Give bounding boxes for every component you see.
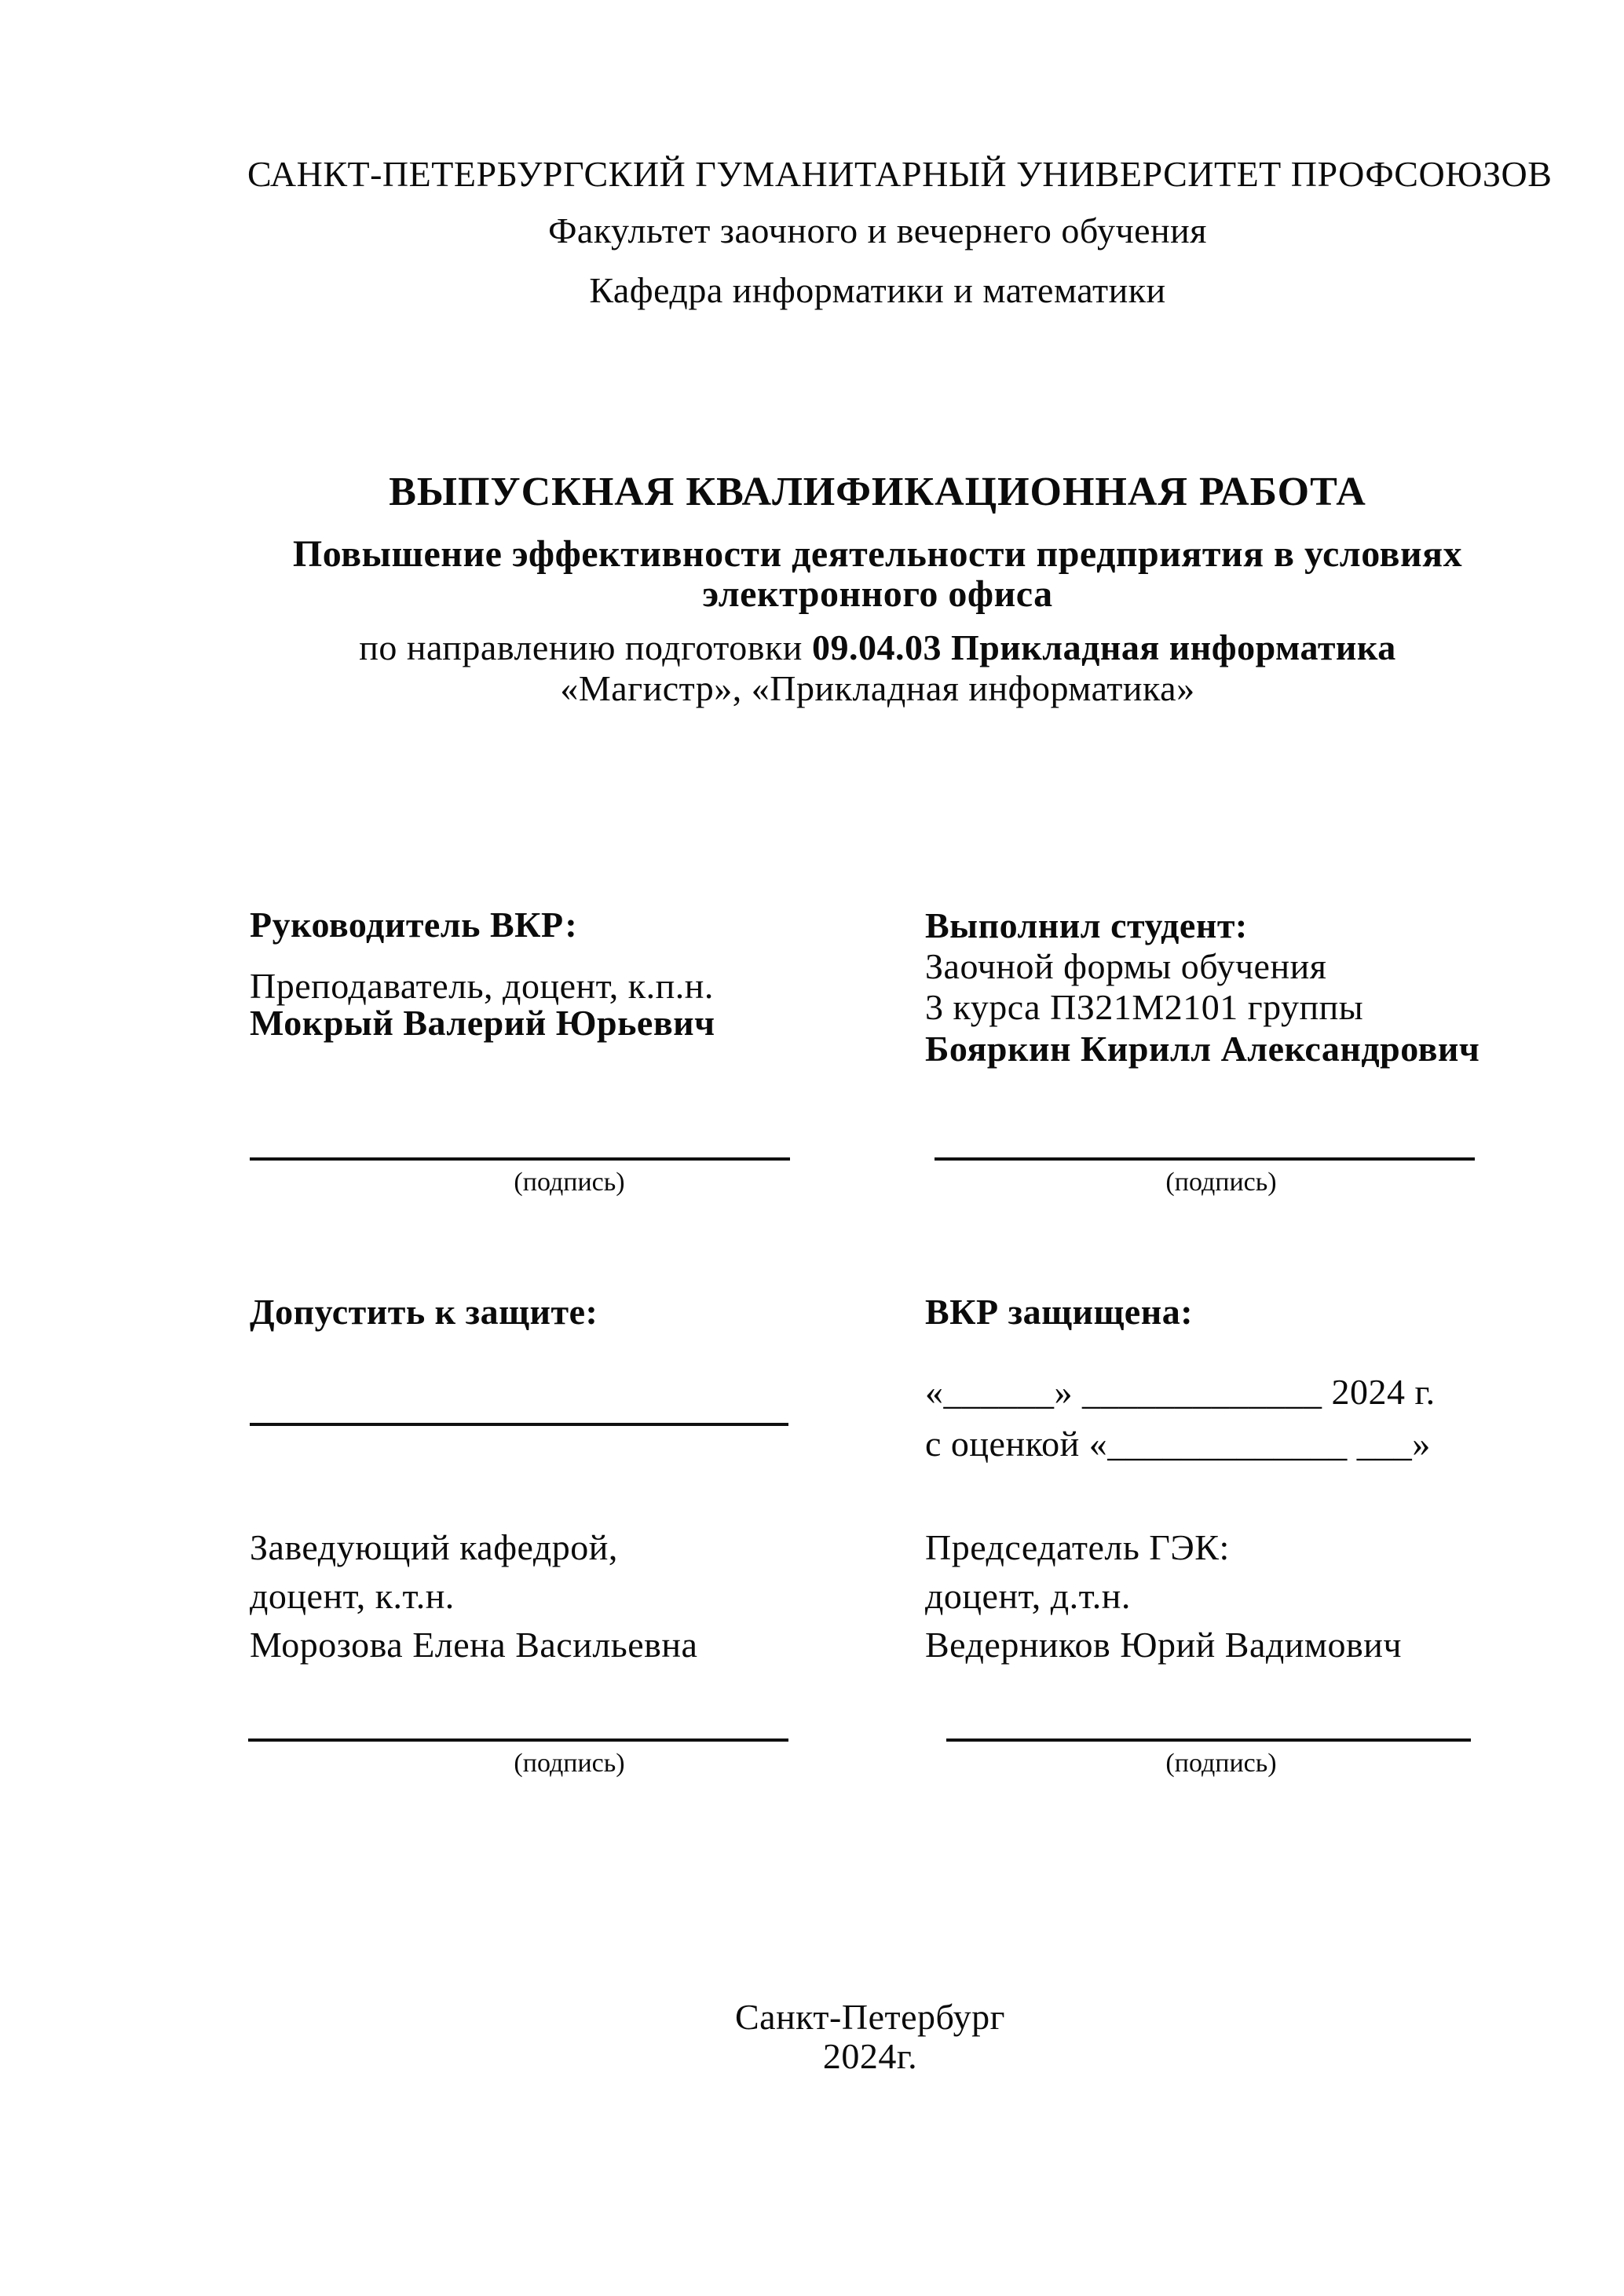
student-group-line: 3 курса ПЗ21М2101 группы [925,987,1364,1027]
direction-prefix: по направлению подготовки [359,627,812,667]
direction-line [247,627,1508,668]
footer-city: Санкт-Петербург [734,1997,1006,2037]
student-study-form: Заочной формы обучения [925,946,1327,986]
student-signature-caption: (подпись) [1165,1168,1277,1197]
head-position-line-2: доцент, к.т.н. [250,1576,455,1616]
defense-grade-line: с оценкой «_____________ ___» [925,1424,1431,1464]
degree-line: «Магистр», «Прикладная информатика» [560,668,1195,708]
footer-year: 2024г. [822,2036,918,2076]
chair-signature-caption: (подпись) [1165,1749,1277,1778]
student-signature-line [935,1157,1475,1161]
student-heading: Выполнил студент: [925,905,1248,945]
department-name: Кафедра информатики и математики [589,270,1166,310]
thesis-title-line-1: Повышение эффективности деятельности предприятия в условиях [292,533,1463,575]
head-signature-caption: (подпись) [514,1749,625,1778]
head-signature-line [248,1738,788,1742]
supervisor-signature-caption: (подпись) [514,1168,625,1197]
faculty-name: Факультет заочного и вечернего обучения [548,210,1207,250]
chair-signature-line [946,1738,1471,1742]
work-type-heading: ВЫПУСКНАЯ КВАЛИФИКАЦИОННАЯ РАБОТА [389,470,1366,514]
university-name: САНКТ-ПЕТЕРБУРГСКИЙ ГУМАНИТАРНЫЙ УНИВЕРСИТЕТ ПРОФСОЮЗОВ [247,154,1553,194]
defense-date-line: «______» _____________ 2024 г. [925,1372,1436,1412]
supervisor-name: Мокрый Валерий Юрьевич [250,1003,715,1043]
supervisor-signature-line [250,1157,790,1161]
direction-code: 09.04.03 Прикладная информатика [811,627,1396,667]
supervisor-position: Преподаватель, доцент, к.п.н. [250,966,714,1006]
admission-blank-line [250,1423,788,1426]
chair-position: доцент, д.т.н. [925,1576,1131,1616]
thesis-title-line-2: электронного офиса [702,573,1053,615]
head-name: Морозова Елена Васильевна [250,1625,698,1665]
chair-heading: Председатель ГЭК: [925,1527,1230,1567]
head-position-line-1: Заведующий кафедрой, [250,1527,618,1567]
admission-heading: Допустить к защите: [250,1292,598,1332]
chair-name: Ведерников Юрий Вадимович [925,1625,1402,1665]
supervisor-heading: Руководитель ВКР: [250,905,578,945]
student-name: Бояркин Кирилл Александрович [925,1029,1480,1069]
defense-heading: ВКР защищена: [925,1292,1194,1332]
